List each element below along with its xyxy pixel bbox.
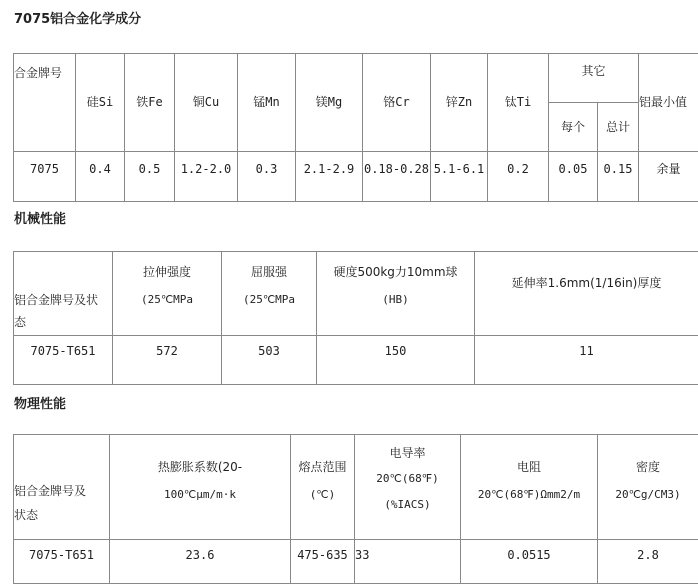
composition-cell-fe: 0.5 <box>125 152 175 202</box>
composition-cell-al-min: 余量 <box>639 152 698 202</box>
mechanical-table <box>13 251 698 385</box>
composition-cell-cu: 1.2-2.0 <box>175 152 238 202</box>
composition-header-other: 其它 <box>549 54 639 103</box>
composition-table <box>13 53 698 202</box>
mechanical-title: 机械性能 <box>14 208 66 227</box>
mechanical-header-hardness: 硬度500kg力10mm球 (HB) <box>317 252 475 336</box>
composition-header-fe: 铁Fe <box>125 54 175 152</box>
composition-cell-alloy: 7075 <box>14 152 76 202</box>
composition-header-mn: 锰Mn <box>238 54 296 152</box>
physical-cell-expansion: 23.6 <box>110 540 291 584</box>
physical-header-density: 密度 20℃g/CM3) <box>598 435 698 540</box>
composition-cell-mg: 2.1-2.9 <box>296 152 363 202</box>
composition-cell-ti: 0.2 <box>488 152 549 202</box>
composition-title: 7075铝合金化学成分 <box>14 8 141 27</box>
mechanical-data-row <box>14 336 698 385</box>
mechanical-cell-tensile: 572 <box>113 336 222 385</box>
mechanical-header-row <box>14 252 698 336</box>
physical-header-expansion: 热膨胀系数(20- 100℃μm/m·k <box>110 435 291 540</box>
physical-title: 物理性能 <box>14 393 66 412</box>
physical-header-melting: 熔点范围 (℃) <box>291 435 355 540</box>
composition-header-cu: 铜Cu <box>175 54 238 152</box>
mechanical-header-tensile: 拉伸强度 (25℃MPa <box>113 252 222 336</box>
physical-cell-conductivity: 33 <box>355 540 461 584</box>
physical-header-alloy: 铝合金牌号及 状态 <box>14 435 110 540</box>
composition-header-other-each: 每个 <box>549 103 598 152</box>
composition-cell-other-total: 0.15 <box>598 152 639 202</box>
composition-data-row <box>14 152 698 202</box>
physical-cell-density: 2.8 <box>598 540 698 584</box>
mechanical-cell-alloy: 7075-T651 <box>14 336 113 385</box>
composition-cell-mn: 0.3 <box>238 152 296 202</box>
composition-header-al-min: 铝最小值 <box>639 54 698 152</box>
physical-header-conductivity: 电导率 20℃(68℉) (%IACS) <box>355 435 461 540</box>
physical-cell-melting: 475-635 <box>291 540 355 584</box>
composition-header-cr: 铬Cr <box>363 54 431 152</box>
composition-header-ti: 钛Ti <box>488 54 549 152</box>
physical-header-resistance: 电阻 20℃(68℉)Ωmm2/m <box>461 435 598 540</box>
composition-header-zn: 锌Zn <box>431 54 488 152</box>
mechanical-cell-hardness: 150 <box>317 336 475 385</box>
composition-header-row <box>14 54 698 103</box>
mechanical-header-alloy: 铝合金牌号及状 态 <box>14 252 113 336</box>
physical-cell-resistance: 0.0515 <box>461 540 598 584</box>
composition-cell-other-each: 0.05 <box>549 152 598 202</box>
composition-header-alloy: 合金牌号 <box>14 54 76 152</box>
mechanical-header-elongation: 延伸率1.6mm(1/16in)厚度 <box>475 252 698 336</box>
composition-header-si: 硅Si <box>76 54 125 152</box>
physical-table <box>13 434 698 584</box>
physical-data-row <box>14 540 698 584</box>
composition-header-other-total: 总计 <box>598 103 639 152</box>
composition-cell-si: 0.4 <box>76 152 125 202</box>
mechanical-header-yield: 屈服强 (25℃MPa <box>222 252 317 336</box>
composition-header-mg: 镁Mg <box>296 54 363 152</box>
mechanical-cell-yield: 503 <box>222 336 317 385</box>
mechanical-cell-elongation: 11 <box>475 336 698 385</box>
physical-cell-alloy: 7075-T651 <box>14 540 110 584</box>
composition-cell-cr: 0.18-0.28 <box>363 152 431 202</box>
composition-cell-zn: 5.1-6.1 <box>431 152 488 202</box>
physical-header-row <box>14 435 698 540</box>
